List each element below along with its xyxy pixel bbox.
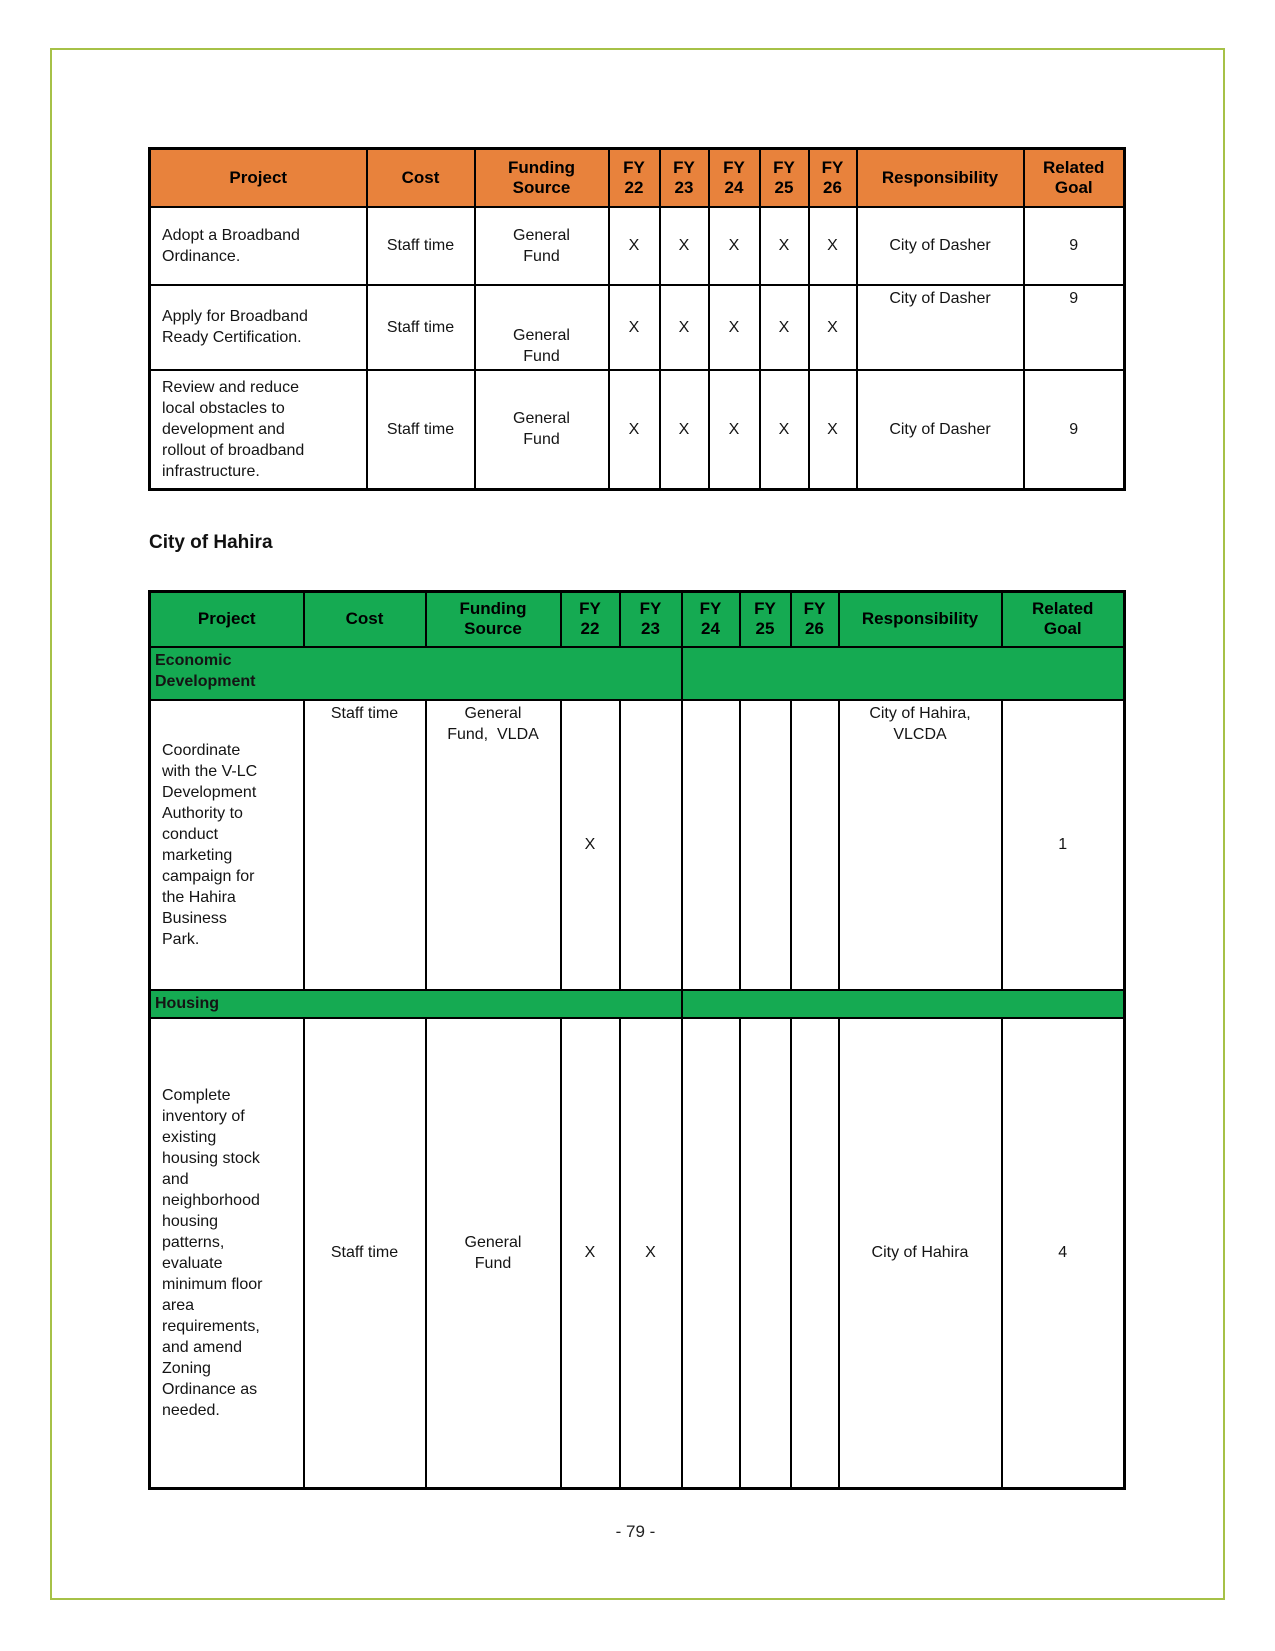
fy26-cell	[791, 700, 839, 990]
fy24-cell	[682, 700, 740, 990]
fy23-cell	[620, 700, 682, 990]
project-text: Complete inventory of existing housing stock and neighborhood housing patterns, evaluate minimum floor area requirements, and amend Zoning Ordinance as needed.	[162, 1086, 263, 1419]
project-cell	[150, 207, 367, 285]
cost-cell: Staff time	[304, 700, 426, 990]
section-label-spacer	[682, 647, 1125, 700]
fy22-cell: X	[609, 370, 660, 490]
column-header-responsibility: Responsibility	[857, 149, 1024, 207]
table-row	[150, 700, 1125, 990]
related-goal-cell: 1	[1002, 700, 1125, 990]
responsibility-cell: City of Dasher	[857, 370, 1024, 490]
funding-source-cell: General Fund	[475, 285, 609, 370]
column-header-fy23: FY 23	[660, 149, 709, 207]
table-row	[150, 370, 1125, 490]
responsibility-cell: City of Dasher	[857, 285, 1024, 370]
project-cell	[150, 700, 304, 990]
fy22-cell: X	[561, 1018, 620, 1489]
project-text: Adopt a Broadband Ordinance.	[162, 226, 300, 265]
project-cell	[150, 1018, 304, 1489]
fy24-cell: X	[709, 207, 760, 285]
column-header-fy25: FY 25	[760, 149, 809, 207]
column-header-related-goal: Related Goal	[1002, 592, 1125, 647]
column-header-funding-source: Funding Source	[426, 592, 561, 647]
section-label: Housing	[150, 990, 682, 1018]
fy26-cell: X	[809, 207, 857, 285]
fy24-cell: X	[709, 285, 760, 370]
section-heading-city-of-hahira: City of Hahira	[149, 532, 273, 553]
fy25-cell: X	[760, 370, 809, 490]
responsibility-cell: City of Hahira, VLCDA	[839, 700, 1002, 990]
column-header-funding-source: Funding Source	[475, 149, 609, 207]
column-header-cost: Cost	[367, 149, 475, 207]
project-cell	[150, 285, 367, 370]
fy22-cell: X	[609, 285, 660, 370]
fy25-cell: X	[760, 285, 809, 370]
cost-cell: Staff time	[367, 370, 475, 490]
table-header-row	[150, 592, 1125, 647]
column-header-fy23: FY 23	[620, 592, 682, 647]
page-number: - 79 -	[615, 1522, 656, 1541]
fy26-cell: X	[809, 370, 857, 490]
funding-source-cell: General Fund, VLDA	[426, 700, 561, 990]
project-cell	[150, 370, 367, 490]
fy23-cell: X	[660, 285, 709, 370]
column-header-project: Project	[150, 592, 304, 647]
section-label: Economic Development	[150, 647, 682, 700]
section-row-economic-development	[150, 647, 1125, 700]
cost-cell: Staff time	[367, 285, 475, 370]
funding-source-cell: General Fund	[475, 370, 609, 490]
column-header-related-goal: Related Goal	[1024, 149, 1125, 207]
fy22-cell: X	[561, 700, 620, 990]
related-goal-cell: 9	[1024, 285, 1125, 370]
column-header-fy22: FY 22	[609, 149, 660, 207]
column-header-fy24: FY 24	[709, 149, 760, 207]
column-header-cost: Cost	[304, 592, 426, 647]
cost-cell: Staff time	[367, 207, 475, 285]
project-text: Apply for Broadband Ready Certification.	[162, 308, 308, 346]
fy23-cell: X	[660, 370, 709, 490]
column-header-fy26: FY 26	[809, 149, 857, 207]
column-header-responsibility: Responsibility	[839, 592, 1002, 647]
related-goal-cell: 9	[1024, 370, 1125, 490]
fy23-cell: X	[620, 1018, 682, 1489]
fy25-cell: X	[760, 207, 809, 285]
responsibility-cell: City of Hahira	[839, 1018, 1002, 1489]
fy22-cell: X	[609, 207, 660, 285]
related-goal-cell: 4	[1002, 1018, 1125, 1489]
column-header-fy25: FY 25	[740, 592, 791, 647]
fy26-cell: X	[809, 285, 857, 370]
funding-source-cell: General Fund	[475, 207, 609, 285]
section-label-spacer	[682, 990, 1125, 1018]
column-header-fy26: FY 26	[791, 592, 839, 647]
section-row-housing	[150, 990, 1125, 1018]
column-header-project: Project	[150, 149, 367, 207]
fy23-cell: X	[660, 207, 709, 285]
responsibility-cell: City of Dasher	[857, 207, 1024, 285]
column-header-fy22: FY 22	[561, 592, 620, 647]
related-goal-cell: 9	[1024, 207, 1125, 285]
column-header-fy24: FY 24	[682, 592, 740, 647]
table-header-row	[150, 149, 1125, 207]
fy24-cell	[682, 1018, 740, 1489]
hahira-projects-table	[148, 590, 1126, 1490]
fy26-cell	[791, 1018, 839, 1489]
fy24-cell: X	[709, 370, 760, 490]
project-text: Review and reduce local obstacles to development and rollout of broadband infrastructure.	[162, 378, 305, 480]
table-row	[150, 285, 1125, 370]
project-text: Coordinate with the V-LC Development Authority to conduct marketing campaign for the Hahira Business Park.	[162, 741, 258, 948]
fy25-cell	[740, 700, 791, 990]
funding-source-cell: General Fund	[426, 1018, 561, 1489]
fy25-cell	[740, 1018, 791, 1489]
dasher-projects-table	[148, 147, 1126, 491]
cost-cell: Staff time	[304, 1018, 426, 1489]
table-row	[150, 207, 1125, 285]
table-row	[150, 1018, 1125, 1489]
